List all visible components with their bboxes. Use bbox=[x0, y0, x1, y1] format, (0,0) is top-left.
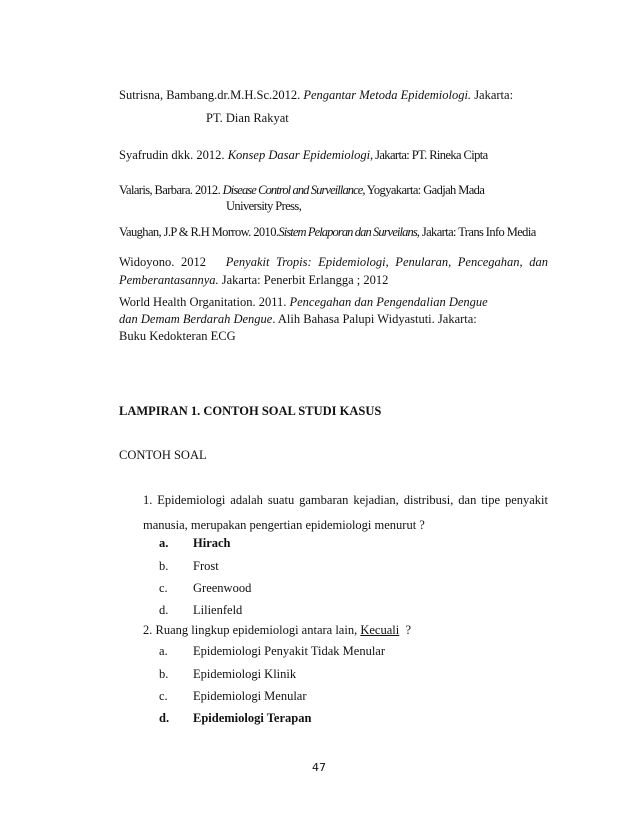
reference-6 bbox=[119, 294, 508, 345]
reference-publisher-continued: University Press, bbox=[226, 199, 302, 213]
question-keyword: Kecuali bbox=[360, 623, 400, 637]
option-text: Epidemiologi Menular bbox=[193, 689, 307, 703]
option-text: Epidemiologi Klinik bbox=[193, 667, 297, 681]
reference-5 bbox=[119, 253, 548, 289]
option-letter: b. bbox=[159, 559, 169, 573]
option-text: Hirach bbox=[193, 536, 231, 550]
reference-title: Disease Control and Surveillance, bbox=[222, 183, 365, 197]
section-heading: LAMPIRAN 1. CONTOH SOAL STUDI KASUS bbox=[119, 404, 382, 418]
option-text: Frost bbox=[193, 559, 219, 573]
option-text: Epidemiologi Penyakit Tidak Menular bbox=[193, 644, 386, 658]
reference-publisher: PT. Dian Rakyat bbox=[206, 111, 289, 125]
reference-title: Penyakit Tropis: Epidemiologi, Penularan, Pencegahan, dan Pemberantasannya. bbox=[119, 255, 549, 287]
option-letter: a. bbox=[159, 536, 169, 550]
option-letter: c. bbox=[159, 689, 168, 703]
question-2-option-b[interactable] bbox=[0, 664, 638, 684]
option-text: Greenwood bbox=[193, 581, 252, 595]
question-2-option-c[interactable] bbox=[0, 686, 638, 706]
option-letter: c. bbox=[159, 581, 168, 595]
reference-publisher: Yogyakarta: Gadjah Mada bbox=[366, 183, 485, 197]
page-number: 47 bbox=[312, 761, 326, 774]
option-text: Lilienfeld bbox=[193, 603, 243, 617]
reference-1 bbox=[119, 86, 548, 104]
reference-publisher: Jakarta: Penerbit Erlangga ; 2012 bbox=[221, 273, 389, 287]
reference-title: Pencegahan dan Pengendalian Dengue dan Demam Berdarah Dengue bbox=[119, 295, 488, 326]
reference-publisher: . Alih Bahasa Palupi Widyastuti. Jakarta: bbox=[272, 312, 477, 326]
option-letter: b. bbox=[159, 667, 169, 681]
reference-author: Valaris, Barbara. 2012. bbox=[119, 183, 221, 197]
question-1-option-a[interactable] bbox=[0, 533, 638, 553]
question-1-option-c[interactable] bbox=[0, 578, 638, 598]
subheading: CONTOH SOAL bbox=[119, 448, 207, 462]
question-2 bbox=[143, 618, 548, 643]
option-letter: d. bbox=[159, 711, 170, 725]
question-mark: ? bbox=[405, 623, 412, 637]
reference-publisher-continued: Buku Kedokteran ECG bbox=[119, 329, 236, 343]
reference-4 bbox=[119, 223, 548, 241]
reference-publisher: , Jakarta: Trans Info Media bbox=[416, 225, 536, 239]
question-text: 2. Ruang lingkup epidemiologi antara lain, bbox=[143, 623, 358, 637]
reference-title: Konsep Dasar Epidemiologi bbox=[227, 148, 371, 162]
question-1: 1. Epidemiologi adalah suatu gambaran kejadian, distribusi, dan tipe penyakit manusia, merupakan pengertian epidemiologi menurut ? bbox=[143, 493, 548, 532]
question-1-option-b[interactable] bbox=[0, 556, 638, 576]
question-1-option-d[interactable] bbox=[0, 600, 638, 620]
reference-3 bbox=[119, 181, 548, 199]
reference-title: Pengantar Metoda Epidemiologi. bbox=[303, 88, 472, 102]
question-2-option-d[interactable] bbox=[0, 708, 638, 728]
question-2-option-a[interactable] bbox=[0, 641, 638, 661]
reference-place: Jakarta: bbox=[474, 88, 514, 102]
option-text: Epidemiologi Terapan bbox=[193, 711, 312, 725]
option-letter: a. bbox=[159, 644, 168, 658]
reference-author: Sutrisna, Bambang.dr.M.H.Sc.2012. bbox=[119, 88, 301, 102]
option-letter: d. bbox=[159, 603, 169, 617]
reference-title: Sistem Pelaporan dan Surveilans bbox=[278, 225, 417, 239]
reference-author: Syafrudin dkk. 2012. bbox=[119, 148, 225, 162]
reference-author: Vaughan, J.P & R.H Morrow. 2010. bbox=[119, 225, 279, 239]
reference-publisher: , Jakarta: PT. Rineka Cipta bbox=[370, 148, 488, 162]
reference-author: World Health Organitation. 2011. bbox=[119, 295, 287, 309]
reference-2 bbox=[119, 146, 548, 164]
reference-author: Widoyono. 2012 bbox=[119, 255, 206, 269]
